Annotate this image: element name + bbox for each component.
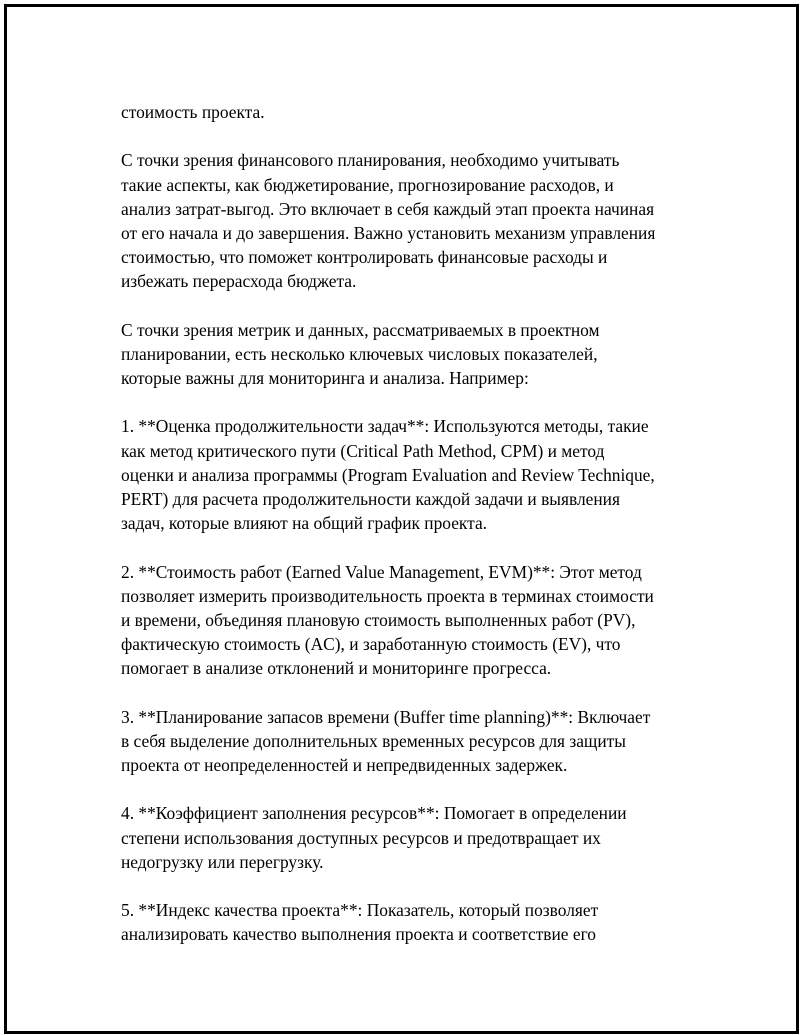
- text-line: анализ затрат-выгод. Это включает в себя каждый этап проекта начиная: [121, 198, 655, 219]
- text-line: фактическую стоимость (AC), и заработанную стоимость (EV), что: [121, 634, 621, 655]
- page-text: [121, 100, 711, 971]
- paragraph: [121, 148, 711, 293]
- text-line: избежать перерасхода бюджета.: [121, 271, 357, 292]
- text-line: позволяет измерить производительность проекта в терминах стоимости: [121, 585, 654, 606]
- text-line: 4. **Коэффициент заполнения ресурсов**: Помогает в определении: [121, 803, 627, 824]
- text-line: степени использования доступных ресурсов и предотвращает их: [121, 827, 601, 848]
- text-line: стоимостью, что поможет контролировать финансовые расходы и: [121, 247, 608, 268]
- text-line: PERT) для расчета продолжительности каждой задачи и выявления: [121, 489, 620, 509]
- list-item: [121, 898, 711, 946]
- list-item: [121, 801, 711, 874]
- text-line: которые важны для мониторинга и анализа. Например:: [121, 368, 529, 389]
- text-line: 3. **Планирование запасов времени (Buffer time planning)**: Включает: [121, 706, 651, 727]
- text-line: помогает в анализе отклонений и мониторинге прогресса.: [121, 658, 552, 679]
- list-item: [121, 414, 711, 535]
- text-line: 1. **Оценка продолжительности задач**: Используются методы, такие: [121, 416, 649, 437]
- text-line: задач, которые влияют на общий график проекта.: [121, 513, 488, 534]
- paragraph: [121, 318, 711, 391]
- text-line: 5. **Индекс качества проекта**: Показатель, который позволяет: [121, 900, 599, 921]
- text-line: оценки и анализа программы (Program Evaluation and Review Technique,: [121, 464, 655, 485]
- list-item: [121, 705, 711, 778]
- text-line: как метод критического пути (Critical Path Method, CPM) и метод: [121, 440, 605, 461]
- text-line: и времени, объединяя плановую стоимость выполненных работ (PV),: [121, 609, 636, 630]
- list-item: [121, 560, 711, 681]
- text-line: С точки зрения метрик и данных, рассматриваемых в проектном: [121, 319, 600, 340]
- text-line: планировании, есть несколько ключевых числовых показателей,: [121, 343, 598, 364]
- text-line: от его начала и до завершения. Важно установить механизм управления: [121, 222, 656, 243]
- page-frame: [4, 4, 799, 1034]
- paragraph: [121, 100, 711, 124]
- text-line: недогрузку или перегрузку.: [121, 851, 324, 872]
- text-line: анализировать качество выполнения проекта и соответствие его: [121, 924, 596, 945]
- text-line: проекта от неопределенностей и непредвиденных задержек.: [121, 755, 568, 776]
- text-line: 2. **Стоимость работ (Earned Value Management, EVM)**: Этот метод: [121, 561, 642, 582]
- text-line: такие аспекты, как бюджетирование, прогнозирование расходов, и: [121, 174, 614, 195]
- text-line: С точки зрения финансового планирования, необходимо учитывать: [121, 150, 620, 171]
- text-line: в себя выделение дополнительных временных ресурсов для защиты: [121, 730, 626, 751]
- text-line: стоимость проекта.: [121, 102, 265, 122]
